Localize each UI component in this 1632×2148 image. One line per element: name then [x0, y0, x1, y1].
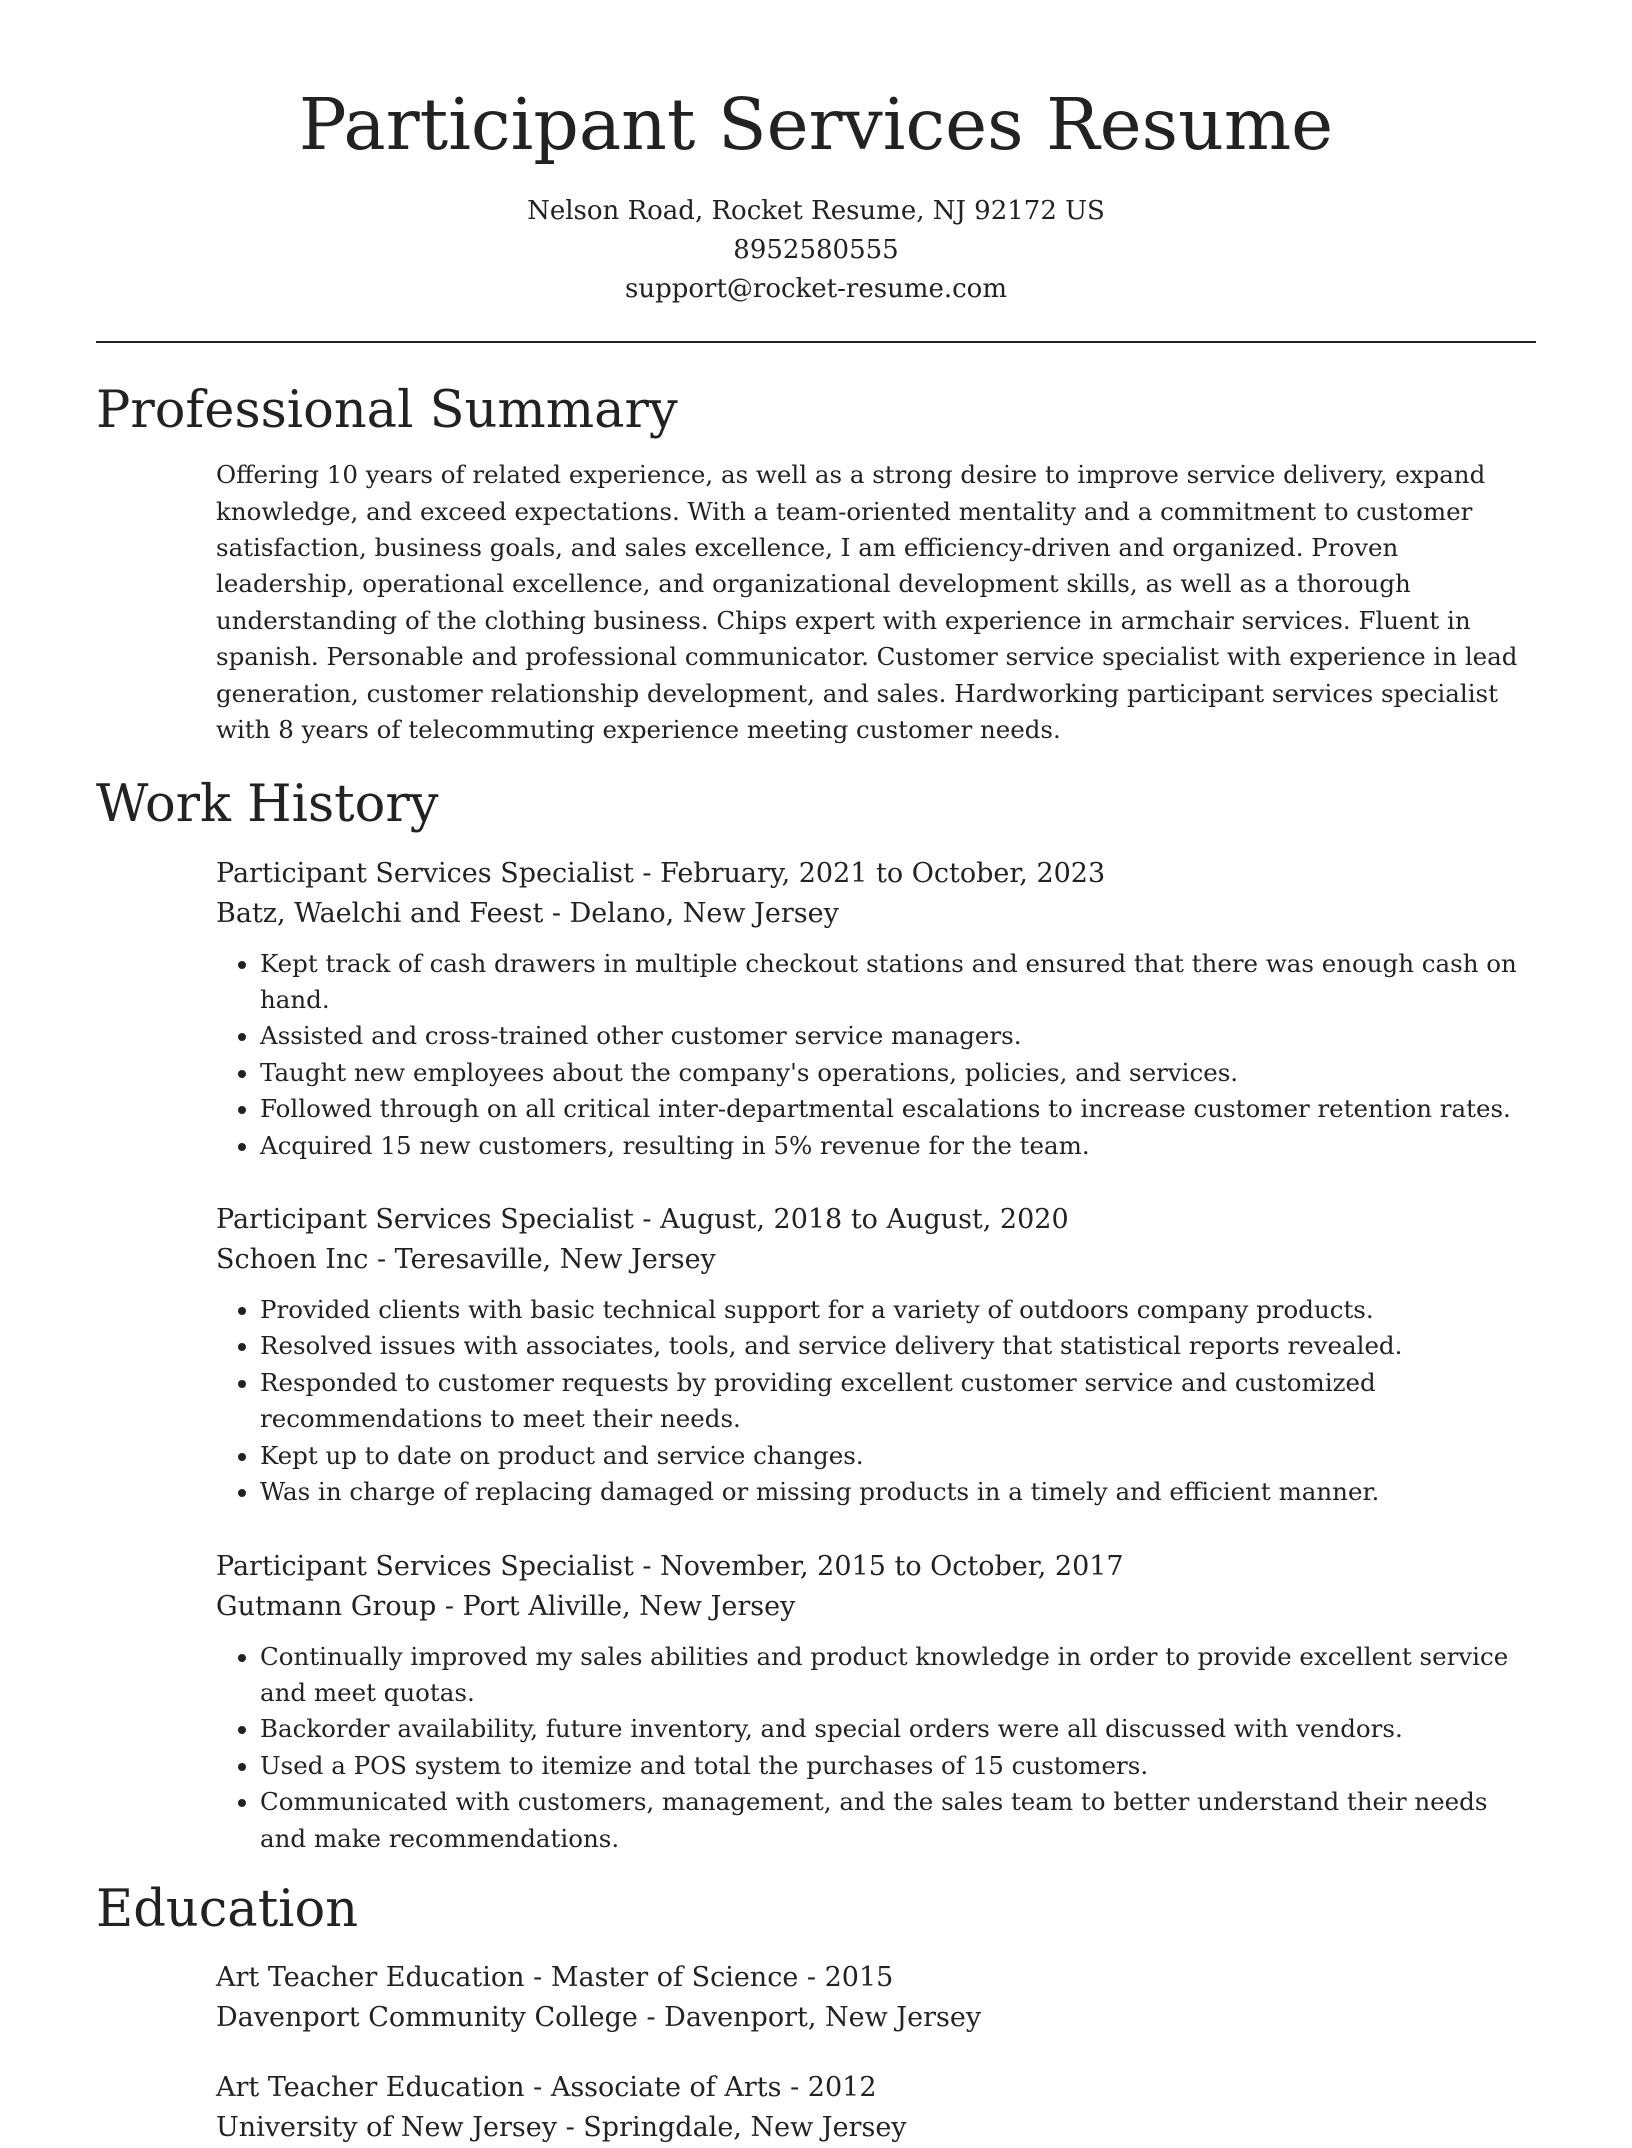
job-title-line: Participant Services Specialist - February, 2021 to October, 2023 — [216, 857, 1106, 889]
job-company-line: Gutmann Group - Port Aliville, New Jersey — [216, 1590, 796, 1622]
job-title-line: Participant Services Specialist - November, 2015 to October, 2017 — [216, 1550, 1124, 1582]
education-heading: Education — [96, 1879, 359, 1939]
job-bullets — [216, 1292, 1536, 1510]
work-history-section — [96, 774, 1536, 1857]
job-bullet: • Kept up to date on product and service changes. — [260, 1438, 1536, 1474]
resume-header — [0, 0, 1632, 309]
job-bullet: • Responded to customer requests by providing excellent customer service and customized recommendations to meet their needs. — [260, 1365, 1536, 1438]
work-history-heading: Work History — [96, 775, 439, 835]
education-entry — [216, 2068, 1536, 2148]
school-line: Davenport Community College - Davenport, New Jersey — [216, 2002, 982, 2034]
school-line: University of New Jersey - Springdale, New Jersey — [216, 2112, 907, 2144]
education-entry — [216, 1958, 1536, 2038]
job-bullet: • Followed through on all critical inter-departmental escalations to increase customer retention rates. — [260, 1091, 1536, 1127]
summary-text: Offering 10 years of related experience, as well as a strong desire to improve service delivery, expand knowledge, and exceed expectations. With a team-oriented mentality and a commitment to customer satisfaction, business goals, and sales excellence, I am efficiency-driven and organized. Proven leadership, operational excellence, and organizational development skills, as well as a thorough understanding of the clothing business. Chips expert with experience in armchair services. Fluent in spanish. Personable and professional communicator. Customer service specialist with experience in lead generation, customer relationship development, and sales. Hardworking participant services specialist with 8 years of telecommuting experience meeting customer needs. — [216, 460, 1518, 745]
job-bullet: • Resolved issues with associates, tools, and service delivery that statistical reports revealed. — [260, 1328, 1536, 1364]
job-company-line: Batz, Waelchi and Feest - Delano, New Jersey — [216, 897, 839, 929]
job-entry — [216, 1200, 1536, 1510]
degree-line: Art Teacher Education - Master of Science - 2015 — [216, 1962, 894, 1994]
phone: 8952580555 — [733, 235, 899, 266]
job-bullet: • Provided clients with basic technical support for a variety of outdoors company products. — [260, 1292, 1536, 1328]
job-bullet: • Continually improved my sales abilities and product knowledge in order to provide excellent service and meet quotas. — [260, 1639, 1536, 1712]
summary-heading: Professional Summary — [96, 381, 678, 440]
resume-content — [96, 380, 1536, 2148]
job-bullet: • Used a POS system to itemize and total the purchases of 15 customers. — [260, 1748, 1536, 1784]
job-bullet: • Was in charge of replacing damaged or missing products in a timely and efficient manner. — [260, 1474, 1536, 1510]
address: Nelson Road, Rocket Resume, NJ 92172 US — [527, 196, 1105, 227]
degree-line: Art Teacher Education - Associate of Arts - 2012 — [216, 2072, 877, 2104]
education-list — [216, 1958, 1536, 2148]
job-title-line: Participant Services Specialist - August, 2018 to August, 2020 — [216, 1204, 1069, 1236]
resume-title: Participant Services Resume — [298, 83, 1334, 166]
job-entry — [216, 1547, 1536, 1857]
job-bullet: • Acquired 15 new customers, resulting in 5% revenue for the team. — [260, 1128, 1536, 1164]
job-entry — [216, 854, 1536, 1164]
job-company-line: Schoen Inc - Teresaville, New Jersey — [216, 1244, 716, 1276]
job-bullet: • Assisted and cross-trained other customer service managers. — [260, 1018, 1536, 1054]
job-bullets — [216, 1639, 1536, 1857]
job-bullet: • Kept track of cash drawers in multiple checkout stations and ensured that there was enough cash on hand. — [260, 946, 1536, 1019]
jobs-list — [216, 854, 1536, 1857]
job-bullet: • Backorder availability, future inventory, and special orders were all discussed with vendors. — [260, 1711, 1536, 1747]
job-bullets — [216, 946, 1536, 1164]
contact-info — [0, 192, 1632, 309]
education-section — [96, 1879, 1536, 2148]
email: support@rocket-resume.com — [624, 274, 1007, 305]
job-bullet: • Communicated with customers, management, and the sales team to better understand their needs and make recommendations. — [260, 1784, 1536, 1857]
header-divider — [96, 341, 1536, 343]
job-bullet: • Taught new employees about the company's operations, policies, and services. — [260, 1055, 1536, 1091]
summary-section — [96, 380, 1536, 748]
